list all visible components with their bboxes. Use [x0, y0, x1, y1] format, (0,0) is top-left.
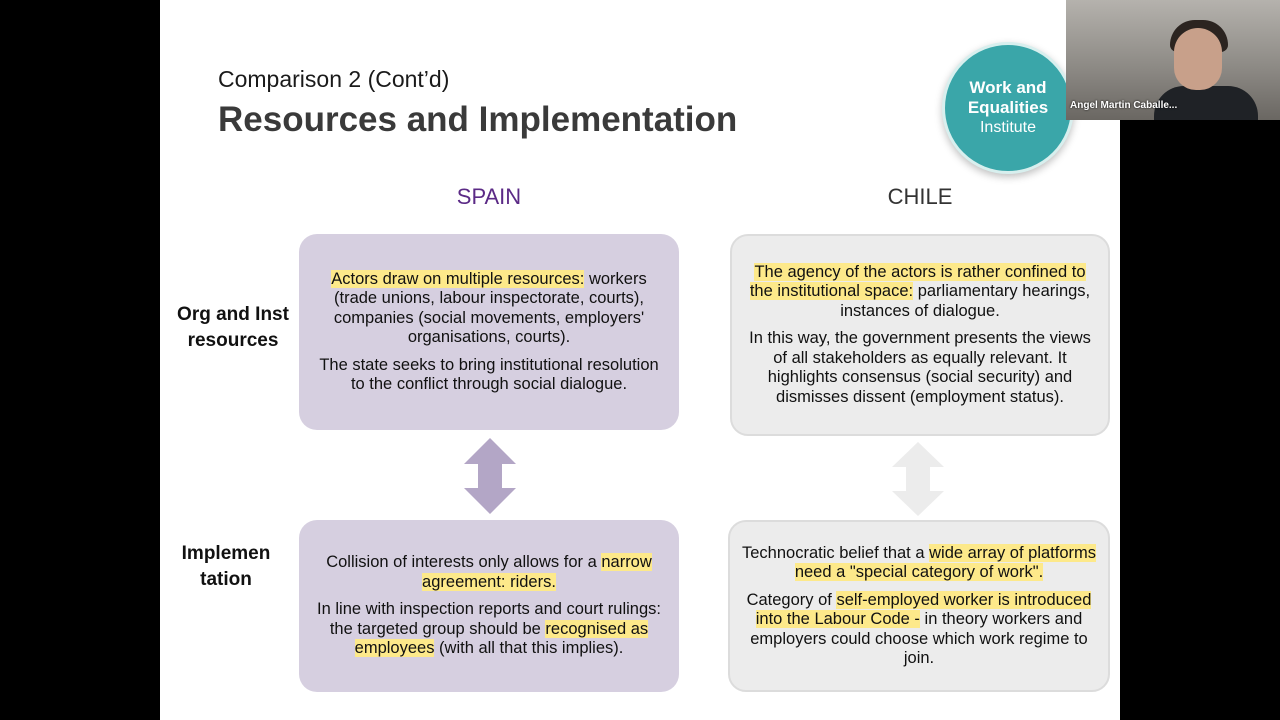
highlighted-text: self-employed worker is introduced into the Labour Code - [755, 590, 1092, 628]
highlighted-text: The agency of the actors is rather confined to the institutional space: [749, 262, 1086, 301]
box-text: In this way, the government presents the views of all stakeholders as equally relevant. It highlights consensus (social security) and dismisses dissent (employment status). [749, 329, 1091, 406]
box-text: The state seeks to bring institutional resolution to the conflict through social dialogue. [319, 355, 659, 393]
participant-name-label: Angel Martin Caballe... [1070, 100, 1178, 111]
logo-line-1: Work and [969, 78, 1047, 97]
chile-implementation-box [728, 520, 1110, 692]
chile-resources-box [730, 234, 1110, 436]
slide-title: Resources and Implementation [218, 100, 738, 139]
box-text: Technocratic belief that a [742, 543, 930, 562]
box-text: parliamentary hearings, instances of dialogue. [840, 282, 1091, 320]
spain-implementation-box [299, 520, 679, 692]
slide-subtitle: Comparison 2 (Cont’d) [218, 66, 450, 92]
double-arrow-icon [460, 436, 520, 516]
highlighted-text: narrow agreement: riders. [422, 553, 652, 591]
box-text: in theory workers and employers could choose which work regime to join. [750, 610, 1088, 667]
logo-line-2: Equalities [967, 98, 1049, 117]
participant-face [1174, 28, 1222, 90]
logo-line-3: Institute [979, 119, 1037, 136]
highlighted-text: wide array of platforms need a "special category of work". [794, 543, 1097, 581]
column-heading-chile: CHILE [887, 184, 953, 209]
presentation-slide [160, 0, 1120, 720]
highlighted-text: recognised as employees [354, 619, 649, 658]
spain-resources-box [299, 234, 679, 430]
row-label-org-resources: Org and Inst resources [177, 304, 289, 351]
box-text: workers (trade unions, labour inspectorate, courts), companies (social movements, employers' organisations, courts). [333, 269, 647, 346]
highlighted-text: Actors draw on multiple resources: [331, 269, 585, 288]
box-text: (with all that this implies). [434, 639, 624, 658]
box-text: Collision of interests only allows for a [326, 553, 602, 572]
institute-logo [942, 42, 1074, 174]
participant-video-tile[interactable] [1066, 0, 1280, 120]
column-heading-spain: SPAIN [456, 184, 522, 209]
box-text: In line with inspection reports and court rulings: the targeted group should be [317, 600, 661, 638]
double-arrow-icon [888, 440, 948, 518]
box-text: Category of [746, 590, 837, 609]
row-label-implementation: Implemen tation [181, 543, 271, 590]
